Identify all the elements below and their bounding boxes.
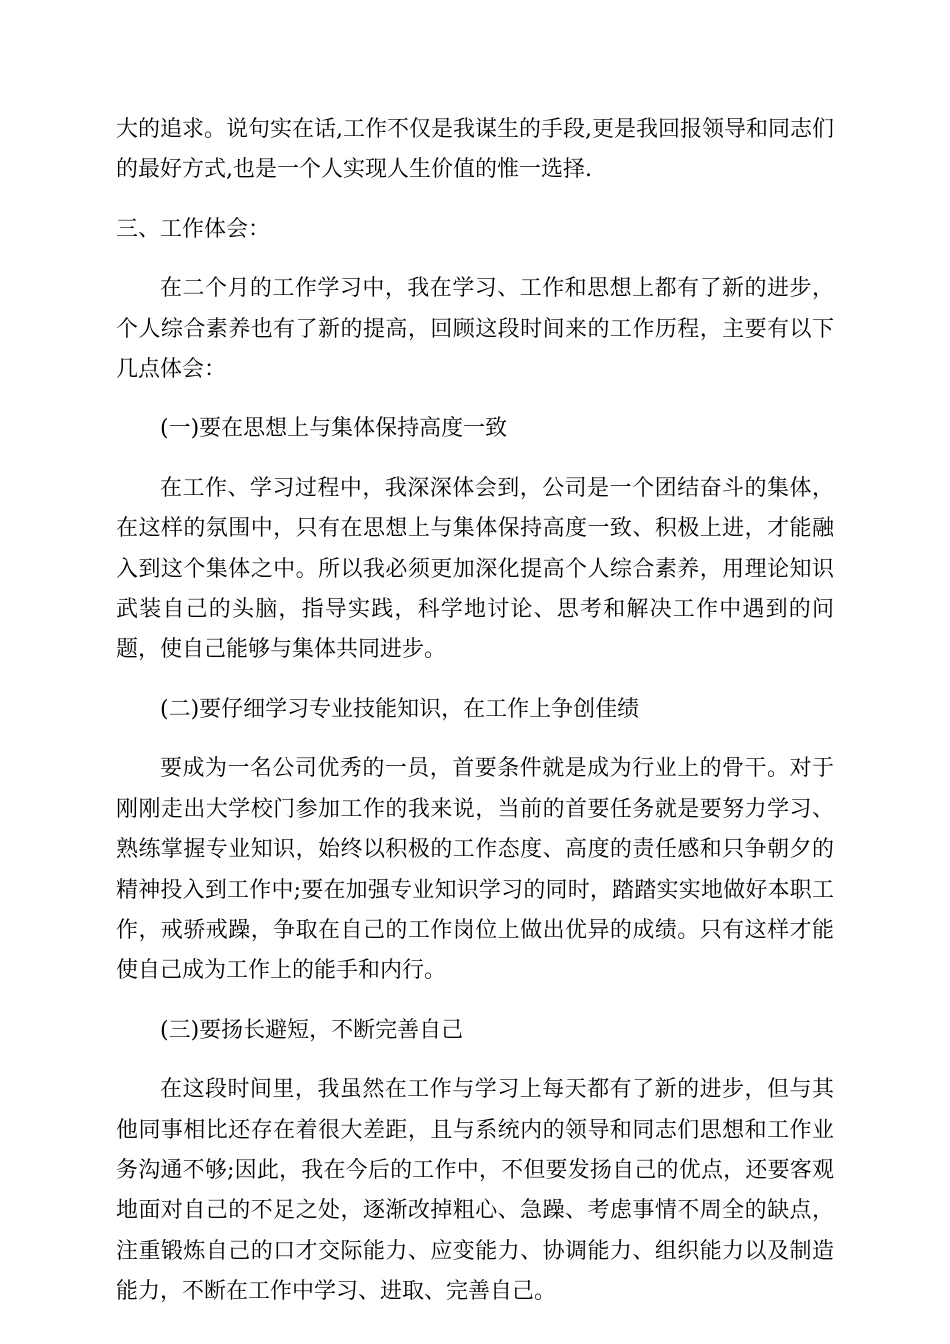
paragraph-2: 要成为一名公司优秀的一员，首要条件就是成为行业上的骨干。对于刚刚走出大学校门参加工作的我来说，当前的首要任务就是要努力学习、熟练掌握专业知识，始终以积极的工作态度、高度的责任感和只争朝夕的精神投入到工作中;要在加强专业知识学习的同时，踏踏实实地做好本职工作，戒骄戒躁，争取在自己的工作岗位上做出优异的成绩。只有这样才能使自己成为工作上的能手和内行。 xyxy=(116,756,834,984)
section-heading: 三、工作体会： xyxy=(116,216,271,242)
paragraph-continuation: 大的追求。说句实在话,工作不仅是我谋生的手段,更是我回报领导和同志们的最好方式,也是一个人实现人生价值的惟一选择. xyxy=(116,117,834,183)
paragraph-intro: 在二个月的工作学习中，我在学习、工作和思想上都有了新的进步，个人综合素养也有了新的提高，回顾这段时间来的工作历程，主要有以下几点体会： xyxy=(116,276,834,383)
subheading-2: (二)要仔细学习专业技能知识，在工作上争创佳绩 xyxy=(160,696,640,722)
subheading-1: (一)要在思想上与集体保持高度一致 xyxy=(160,416,508,442)
paragraph-3: 在这段时间里，我虽然在工作与学习上每天都有了新的进步，但与其他同事相比还存在着很大差距，且与系统内的领导和同志们思想和工作业务沟通不够;因此，我在今后的工作中，不但要发扬自己的优点，还要客观地面对自己的不足之处，逐渐改掉粗心、急躁、考虑事情不周全的缺点，注重锻炼自己的口才交际能力、应变能力、协调能力、组织能力以及制造能力，不断在工作中学习、进取、完善自己。 xyxy=(116,1077,834,1305)
document-body xyxy=(116,110,834,1332)
subheading-3: (三)要扬长避短，不断完善自己 xyxy=(160,1017,464,1043)
paragraph-1: 在工作、学习过程中，我深深体会到，公司是一个团结奋斗的集体，在这样的氛围中，只有在思想上与集体保持高度一致、积极上进，才能融入到这个集体之中。所以我必须更加深化提高个人综合素养，用理论知识武装自己的头脑，指导实践，科学地讨论、思考和解决工作中遇到的问题，使自己能够与集体共同进步。 xyxy=(116,475,834,663)
